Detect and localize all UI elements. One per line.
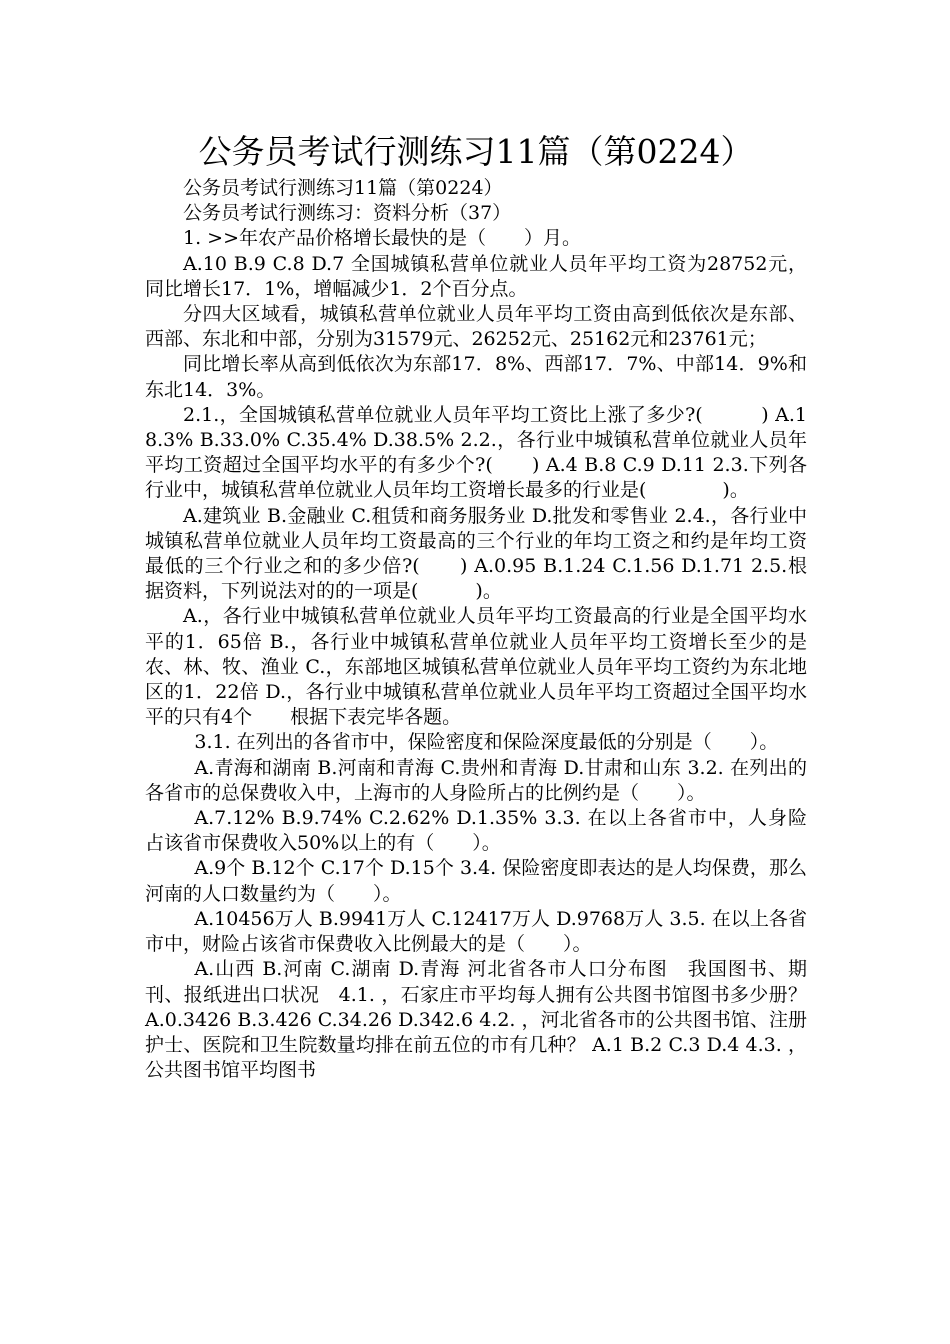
paragraph-options-2: A.建筑业 B.金融业 C.租赁和商务服务业 D.批发和零售业 2.4.，各行业中城镇私营单位就业人员年均工资最高的三个行业的年均工资之和约是年均工资最低的三个行业之和的多少倍?( ) A.0.95 B.1.24 C.1.56 D.1.71 2.5.根据资料，下列说法对的的一项是( )。 [145,504,807,603]
paragraph-statements-2: A.，各行业中城镇私营单位就业人员年平均工资最高的行业是全国平均水平的1．65倍 B.，各行业中城镇私营单位就业人员年平均工资增长至少的是农、林、牧、渔业 C.，东部地区城镇私营单位就业人员年平均工资约为东北地区的1．22倍 D.，各行业中城镇私营单位就业人员年平均工资超过全国平均水平的只有4个 根据下表完毕各题。 [145,605,807,729]
paragraph-questions-2: 2.1.，全国城镇私营单位就业人员年平均工资比上涨了多少?( ) A.18.3% B.33.0% C.35.4% D.38.5% 2.2.，各行业中城镇私营单位就业人员年平均工资超过全国平均水平的有多少个?( ) A.4 B.8 C.9 D.11 2.3.下列各行业中，城镇私营单位就业人员年均工资增长最多的行业是( )。 [145,403,807,502]
paragraph-regions: 分四大区域看，城镇私营单位就业人员年平均工资由高到低依次是东部、西部、东北和中部，分别为31579元、26252元、25162元和23761元； [145,303,807,351]
paragraph-question-3-1: 3.1. 在列出的各省市中，保险密度和保险深度最低的分别是（ ）。 [194,731,779,754]
document-title: 公务员考试行测练习11篇（第0224） [198,132,754,171]
paragraph-options-3-1: A.青海和湖南 B.河南和青海 C.贵州和青海 D.甘肃和山东 3.2. 在列出的各省市的总保费收入中，上海市的人身险所占的比例约是（ ）。 [145,756,807,804]
paragraph-options-3-5: A.山西 B.河南 C.湖南 D.青海 河北省各市人口分布图 我国图书、期刊、报纸进出口状况 4.1. ，石家庄市平均每人拥有公共图书馆图书多少册？ A.0.3426 B.3.426 C.34.26 D.342.6 4.2. ，河北省各市的公共图书馆、注册护士、医院和卫生院数量均排在前五位的市有几种？ A.1 B.2 C.3 D.4 4.3. ，公共图书馆平均图书 [145,958,807,1082]
paragraph-section-heading: 公务员考试行测练习：资料分析（37） [183,202,512,225]
paragraph-options-3-4: A.10456万人 B.9941万人 C.12417万人 D.9768万人 3.5. 在以上各省市中，财险占该省市保费收入比例最大的是（ ）。 [145,907,807,956]
paragraph-options-3-3: A.9个 B.12个 C.17个 D.15个 3.4. 保险密度即表达的是人均保费，那么河南的人口数量约为（ ）。 [145,857,807,905]
paragraph-options-1: A.10 B.9 C.8 D.7 全国城镇私营单位就业人员年平均工资为28752元，同比增长17．1%，增幅减少1．2个百分点。 [145,252,807,300]
paragraph-subtitle: 公务员考试行测练习11篇（第0224） [183,177,503,199]
paragraph-question-1: 1. >>年农产品价格增长最快的是（ ）月。 [183,227,582,250]
paragraph-options-3-2: A.7.12% B.9.74% C.2.62% D.1.35% 3.3. 在以上各省市中，人身险占该省市保费收入50%以上的有（ ）。 [145,807,807,855]
paragraph-growth-rates: 同比增长率从高到低依次为东部17．8%、西部17．7%、中部14．9%和东北14．3%。 [145,353,807,401]
document-page [145,128,807,1083]
